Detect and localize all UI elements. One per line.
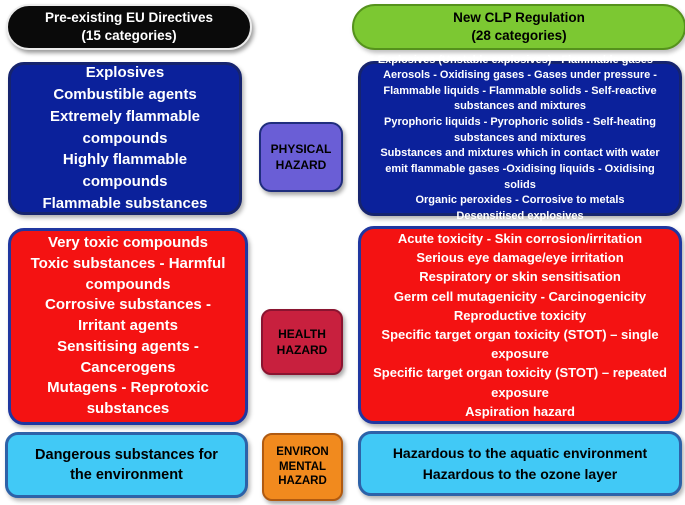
list-item: Very toxic compounds [47,234,209,252]
list-item: Highly flammable compounds [62,151,188,191]
old-health-hazards-box [8,228,248,425]
list-item: Combustible agents [53,86,197,104]
header-left-line1: Pre-existing EU Directives [44,9,214,25]
list-item: Extremely flammable compounds [49,107,201,147]
list-item: Substances and mixtures which in contact with water emit flammable gases -Oxidising liquids - Oxidising solids [380,147,660,191]
list-item: Toxic substances - Harmful compounds [30,255,226,293]
list-item: Dangerous substances for the environment [35,446,218,483]
pre-existing-directives-header [6,4,252,50]
list-item: Sensitising agents - Cancerogens [57,337,199,376]
label-line: HAZARD [278,475,327,488]
old-physical-hazards-box [8,62,242,215]
header-left-line2: (15 categories) [81,28,177,43]
new-clp-regulation-header [352,4,685,50]
new-environmental-hazards-box [358,431,682,496]
list-item: Respiratory or skin sensitisation [419,269,621,285]
health-hazard-label [261,309,343,375]
list-item: Hazardous to the aquatic environment [392,445,648,462]
list-item: Specific target organ toxicity (STOT) – single exposure [381,327,659,362]
old-environmental-hazards-box [5,432,248,498]
list-item: Explosives (Unstable explosives) - Flammable gases – Aerosols - Oxidising gases - Gases under pressure - Flammable liquids - Flammable solids - Self-reactive substances and mixtures [377,53,663,113]
new-physical-hazards-box [358,53,682,222]
list-item: Hazardous to the ozone layer [422,465,618,482]
list-item: Acute toxicity - Skin corrosion/irritation [397,230,643,246]
list-item: Germ cell mutagenicity - Carcinogenicity [393,288,647,304]
list-item: Explosives [85,64,165,82]
list-item: Flammable substances [42,194,208,212]
new-health-hazards-box [358,226,682,424]
label-line: ENVIRON [276,445,329,458]
label-line: HEALTH [278,326,326,341]
label-line: MENTAL [278,460,327,473]
header-right-line1: New CLP Regulation [453,9,585,25]
list-item: Mutagens - Reprotoxic substances [47,379,209,417]
environmental-hazard-label [262,433,343,501]
list-item: Organic peroxides - Corrosive to metals [415,194,625,207]
header-right-line2: (28 categories) [471,28,567,43]
physical-hazard-label [259,122,343,192]
label-line: HAZARD [276,343,328,357]
list-item: Serious eye damage/eye irritation [416,250,624,266]
label-line: HAZARD [275,158,327,172]
label-line: PHYSICAL [270,141,332,156]
list-item: Desensitised explosives [456,209,584,222]
list-item: Specific target organ toxicity (STOT) – repeated exposure [373,365,667,400]
list-item: Pyrophoric liquids - Pyrophoric solids - Self-heating substances and mixtures [384,116,656,144]
list-item: Reproductive toxicity [453,307,587,323]
list-item: Aspiration hazard [465,403,575,419]
list-item: Corrosive substances - Irritant agents [45,296,211,335]
